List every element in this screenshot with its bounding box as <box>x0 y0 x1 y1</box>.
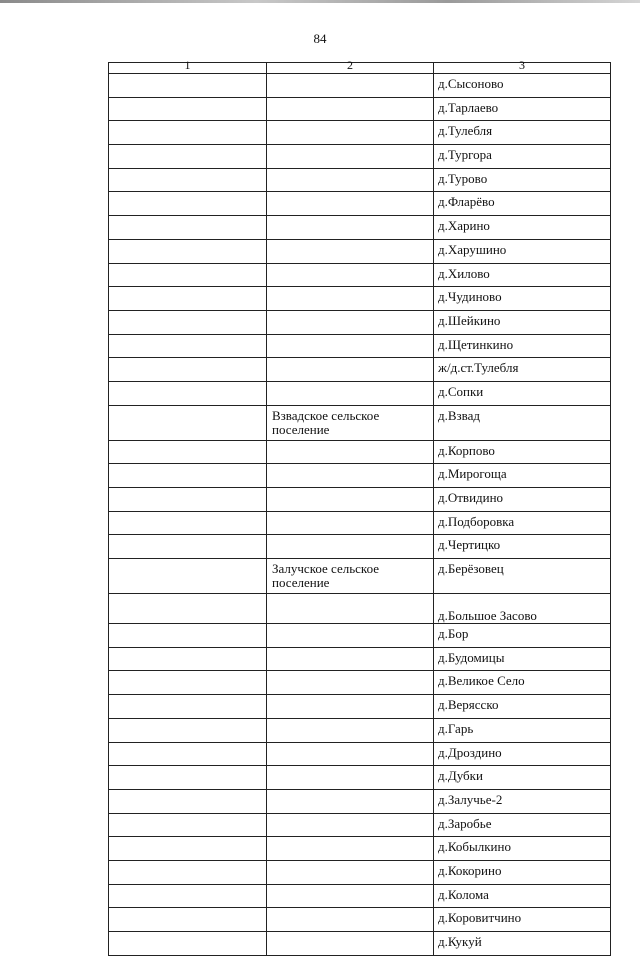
scan-top-edge <box>0 0 640 3</box>
cell-municipality <box>267 535 434 559</box>
cell-settlement: д.Хилово <box>434 263 611 287</box>
table-row <box>109 594 611 624</box>
cell-district <box>109 718 267 742</box>
cell-settlement: д.Отвидино <box>434 488 611 512</box>
cell-settlement: д.Верясско <box>434 695 611 719</box>
cell-settlement: д.Великое Село <box>434 671 611 695</box>
cell-district <box>109 511 267 535</box>
cell-municipality <box>267 334 434 358</box>
cell-settlement: д.Харино <box>434 216 611 240</box>
cell-municipality <box>267 511 434 535</box>
cell-district <box>109 932 267 956</box>
cell-municipality <box>267 145 434 169</box>
table-row <box>109 381 611 405</box>
table-row <box>109 742 611 766</box>
cell-municipality <box>267 192 434 216</box>
column-header-label: 2 <box>347 58 353 72</box>
cell-municipality <box>267 742 434 766</box>
table-row <box>109 837 611 861</box>
cell-district <box>109 837 267 861</box>
cell-municipality <box>267 381 434 405</box>
cell-district <box>109 287 267 311</box>
cell-district <box>109 860 267 884</box>
cell-settlement: д.Залучье-2 <box>434 789 611 813</box>
cell-settlement: д.Сысоново <box>434 74 611 98</box>
cell-settlement: д.Сопки <box>434 381 611 405</box>
table-row <box>109 358 611 382</box>
cell-municipality <box>267 718 434 742</box>
table-row <box>109 74 611 98</box>
cell-district <box>109 168 267 192</box>
cell-district <box>109 813 267 837</box>
cell-district <box>109 647 267 671</box>
cell-settlement: д.Тулебля <box>434 121 611 145</box>
cell-settlement: д.Большое Засово <box>434 594 611 624</box>
cell-municipality <box>267 239 434 263</box>
cell-district <box>109 334 267 358</box>
cell-municipality: Залучское сельское поселение <box>267 559 434 594</box>
cell-district <box>109 789 267 813</box>
table-header-row <box>109 63 611 74</box>
table-body <box>109 58 611 956</box>
table-row <box>109 624 611 648</box>
table-row <box>109 405 611 440</box>
cell-district <box>109 216 267 240</box>
cell-district <box>109 488 267 512</box>
cell-municipality: Взвадское сельское поселение <box>267 405 434 440</box>
table-row <box>109 192 611 216</box>
cell-municipality <box>267 813 434 837</box>
cell-municipality <box>267 884 434 908</box>
cell-district <box>109 695 267 719</box>
table-row <box>109 932 611 956</box>
cell-district <box>109 624 267 648</box>
cell-district <box>109 358 267 382</box>
table-row <box>109 464 611 488</box>
cell-settlement: д.Кобылкино <box>434 837 611 861</box>
cell-municipality <box>267 464 434 488</box>
cell-municipality <box>267 168 434 192</box>
cell-district <box>109 192 267 216</box>
cell-municipality <box>267 216 434 240</box>
page-number: 84 <box>313 31 327 46</box>
cell-municipality <box>267 97 434 121</box>
cell-settlement: д.Гарь <box>434 718 611 742</box>
cell-settlement: д.Колома <box>434 884 611 908</box>
cell-municipality <box>267 263 434 287</box>
cell-district <box>109 310 267 334</box>
cell-municipality <box>267 358 434 382</box>
cell-settlement: д.Дубки <box>434 766 611 790</box>
cell-settlement: д.Взвад <box>434 405 611 440</box>
cell-district <box>109 440 267 464</box>
table-row <box>109 263 611 287</box>
cell-settlement: д.Корпово <box>434 440 611 464</box>
cell-municipality <box>267 932 434 956</box>
cell-municipality <box>267 671 434 695</box>
cell-settlement: д.Харушино <box>434 239 611 263</box>
cell-settlement: д.Мирогоща <box>434 464 611 488</box>
cell-district <box>109 464 267 488</box>
cell-district <box>109 239 267 263</box>
cell-settlement: д.Будомицы <box>434 647 611 671</box>
table-row <box>109 884 611 908</box>
table-row <box>109 168 611 192</box>
table-row <box>109 216 611 240</box>
cell-settlement: д.Кокорино <box>434 860 611 884</box>
cell-district <box>109 145 267 169</box>
cell-municipality <box>267 121 434 145</box>
cell-settlement: д.Кукуй <box>434 932 611 956</box>
cell-district <box>109 559 267 594</box>
cell-district <box>109 74 267 98</box>
table-row <box>109 334 611 358</box>
cell-district <box>109 671 267 695</box>
cell-municipality <box>267 310 434 334</box>
table-row <box>109 647 611 671</box>
cell-district <box>109 97 267 121</box>
cell-municipality <box>267 440 434 464</box>
column-header <box>267 58 434 74</box>
cell-municipality <box>267 695 434 719</box>
settlements-table <box>108 58 611 956</box>
table-row <box>109 287 611 311</box>
cell-district <box>109 766 267 790</box>
cell-settlement: д.Фларёво <box>434 192 611 216</box>
table-row <box>109 310 611 334</box>
table-row <box>109 440 611 464</box>
cell-municipality <box>267 647 434 671</box>
cell-municipality <box>267 908 434 932</box>
column-header-label: 3 <box>519 58 525 72</box>
cell-district <box>109 381 267 405</box>
cell-settlement: д.Шейкино <box>434 310 611 334</box>
cell-settlement: д.Турово <box>434 168 611 192</box>
cell-settlement: д.Бор <box>434 624 611 648</box>
table-row <box>109 766 611 790</box>
cell-settlement: ж/д.ст.Тулебля <box>434 358 611 382</box>
table-row <box>109 718 611 742</box>
cell-municipality <box>267 594 434 624</box>
cell-settlement: д.Берёзовец <box>434 559 611 594</box>
table-row <box>109 695 611 719</box>
cell-district <box>109 742 267 766</box>
cell-municipality <box>267 837 434 861</box>
table-row <box>109 860 611 884</box>
column-header <box>434 58 611 74</box>
cell-district <box>109 405 267 440</box>
cell-settlement: д.Чудиново <box>434 287 611 311</box>
cell-municipality <box>267 860 434 884</box>
table-row <box>109 121 611 145</box>
table-row <box>109 239 611 263</box>
column-header <box>109 58 267 74</box>
cell-settlement: д.Заробье <box>434 813 611 837</box>
cell-district <box>109 908 267 932</box>
table-row <box>109 535 611 559</box>
table-row <box>109 908 611 932</box>
cell-settlement: д.Тургора <box>434 145 611 169</box>
table-row <box>109 671 611 695</box>
column-header-label: 1 <box>184 58 191 72</box>
cell-municipality <box>267 488 434 512</box>
cell-settlement: д.Щетинкино <box>434 334 611 358</box>
cell-municipality <box>267 766 434 790</box>
cell-municipality <box>267 287 434 311</box>
cell-municipality <box>267 624 434 648</box>
cell-municipality <box>267 789 434 813</box>
table-row <box>109 145 611 169</box>
cell-municipality <box>267 74 434 98</box>
cell-settlement: д.Коровитчино <box>434 908 611 932</box>
table-row <box>109 488 611 512</box>
cell-settlement: д.Дроздино <box>434 742 611 766</box>
cell-district <box>109 884 267 908</box>
table-row <box>109 97 611 121</box>
table-row <box>109 813 611 837</box>
cell-settlement: д.Тарлаево <box>434 97 611 121</box>
cell-settlement: д.Чертицко <box>434 535 611 559</box>
table-row <box>109 559 611 594</box>
table-row <box>109 789 611 813</box>
table-row <box>109 511 611 535</box>
cell-district <box>109 535 267 559</box>
cell-district <box>109 121 267 145</box>
cell-district <box>109 263 267 287</box>
cell-settlement: д.Подборовка <box>434 511 611 535</box>
cell-district <box>109 594 267 624</box>
